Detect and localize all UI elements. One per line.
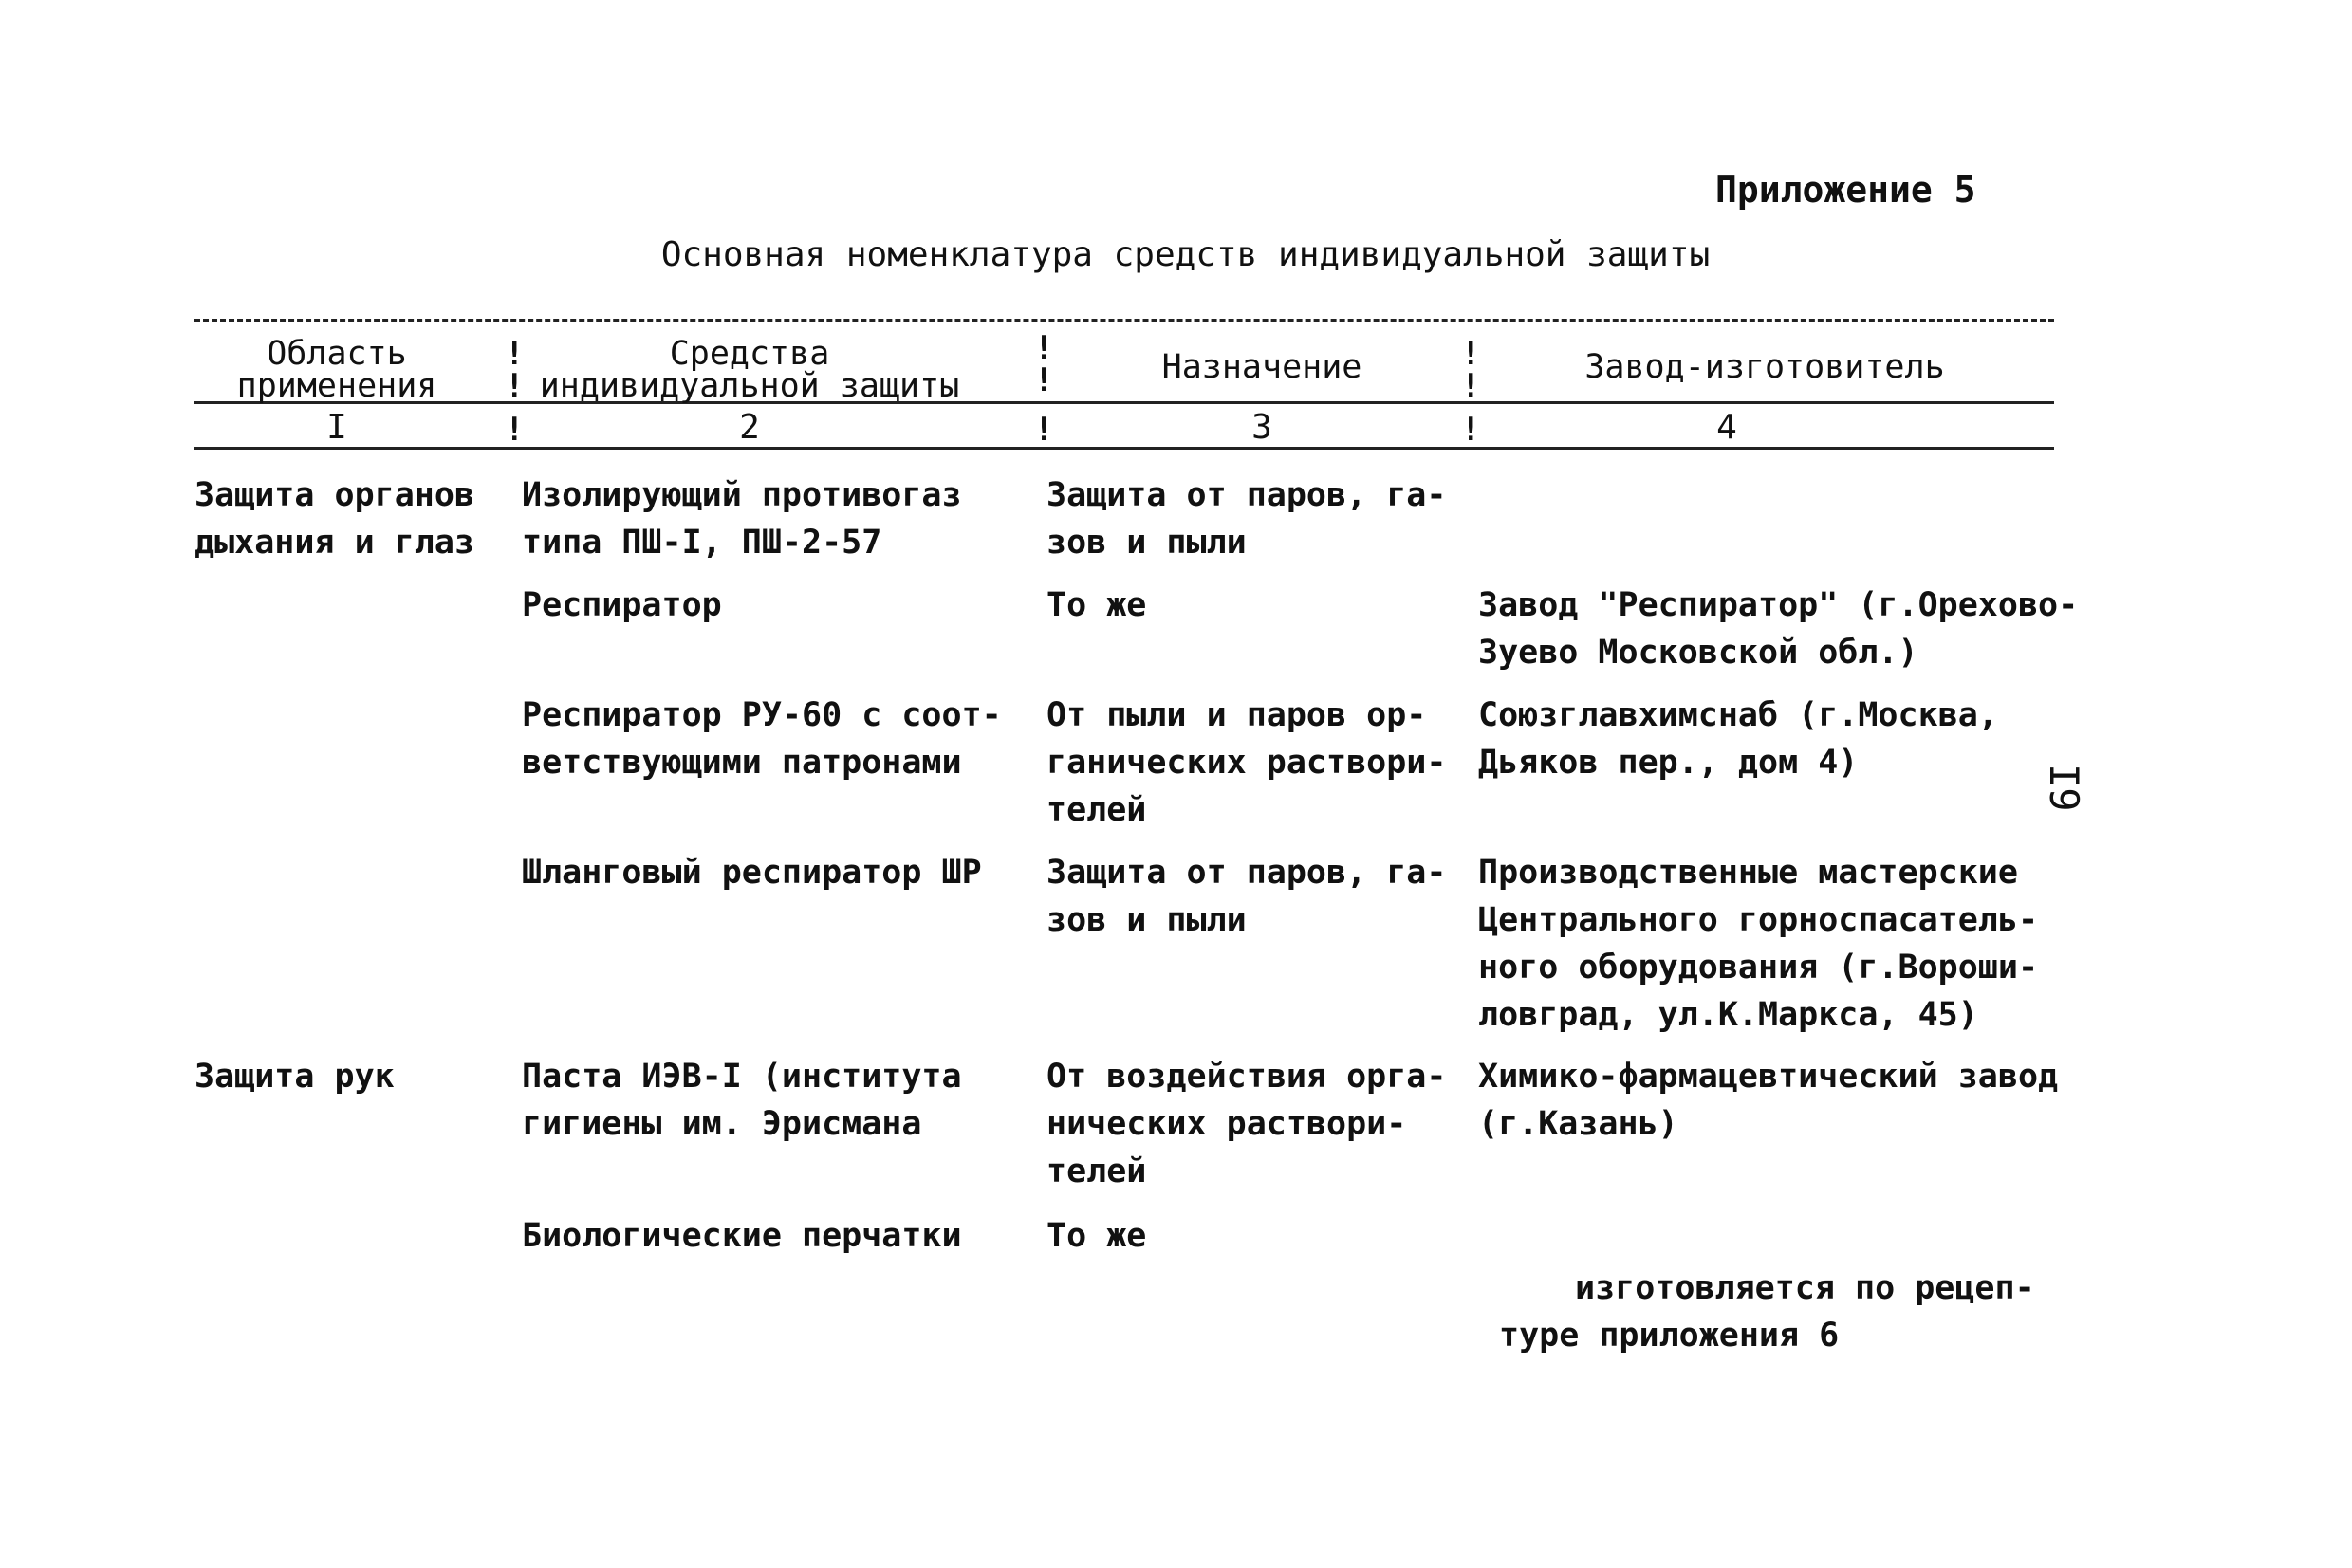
row-2-means: Респиратор <box>522 586 722 624</box>
header-separator: ! ! <box>505 335 525 405</box>
column-number-3: 3 <box>1251 408 1272 447</box>
row-5-means: Паста ИЭВ-I (института гигиены им. Эрисмана <box>522 1058 962 1143</box>
row-4-purpose: Защита от паров, га- зов и пыли <box>1046 854 1447 939</box>
page-number: I9 <box>2041 764 2087 812</box>
header-means-line2: индивидуальной защиты <box>539 367 960 405</box>
row-1-means: Изолирующий противогаз типа ПШ-I, ПШ-2-57 <box>522 476 962 562</box>
row-2-purpose: То же <box>1046 586 1147 624</box>
column-number-4: 4 <box>1716 408 1737 447</box>
numbers-bottom-rule <box>194 447 2054 450</box>
row-6-means: Биологические перчатки <box>522 1217 962 1255</box>
row-2-maker: Завод "Респиратор" (г.Орехово- Зуево Московской обл.) <box>1478 586 2079 672</box>
header-means <box>531 335 968 405</box>
header-maker: Завод-изготовитель <box>1584 348 1945 386</box>
header-separator: ! ! <box>1461 335 1481 405</box>
row-3-means: Респиратор РУ-60 с соот- ветствующими патронами <box>522 696 1002 782</box>
appendix-label: Приложение 5 <box>1715 169 1976 211</box>
number-separator: ! <box>1034 411 1054 449</box>
row-1-purpose: Защита от паров, га- зов и пыли <box>1046 476 1447 562</box>
table-top-rule <box>194 319 2054 322</box>
header-means-line1: Средства <box>669 335 830 373</box>
header-area <box>194 335 479 405</box>
row-4-maker: Производственные мастерские Центрального горноспасатель- ного оборудования (г.Вороши- ловград, ул.К.Маркса, 45) <box>1478 854 2039 1034</box>
column-number-2: 2 <box>739 408 760 447</box>
row-5-area: Защита рук <box>194 1058 395 1096</box>
header-area-line1: Область <box>267 335 407 373</box>
row-6-purpose: То же <box>1046 1217 1147 1255</box>
number-separator: ! <box>1461 411 1481 449</box>
document-title: Основная номенклатура средств индивидуальной защиты <box>660 235 1711 274</box>
row-3-maker: Союзглавхимснаб (г.Москва, Дьяков пер., дом 4) <box>1478 696 1998 782</box>
row-4-means: Шланговый респиратор ШР <box>522 854 982 892</box>
row-3-purpose: От пыли и паров ор- ганических раствори- телей <box>1046 696 1447 829</box>
header-area-line2: применения <box>236 367 437 405</box>
footnote: изготовляется по рецеп- туре приложения 6 <box>1499 1269 2035 1355</box>
header-purpose: Назначение <box>1161 348 1362 386</box>
row-1-area: Защита органов дыхания и глаз <box>194 476 475 562</box>
row-5-purpose: От воздействия орга- нических раствори- телей <box>1046 1058 1447 1190</box>
row-5-maker: Химико-фармацевтический завод (г.Казань) <box>1478 1058 2059 1143</box>
column-number-1: I <box>326 408 347 447</box>
header-separator: ! ! <box>1034 329 1054 399</box>
number-separator: ! <box>505 411 525 449</box>
